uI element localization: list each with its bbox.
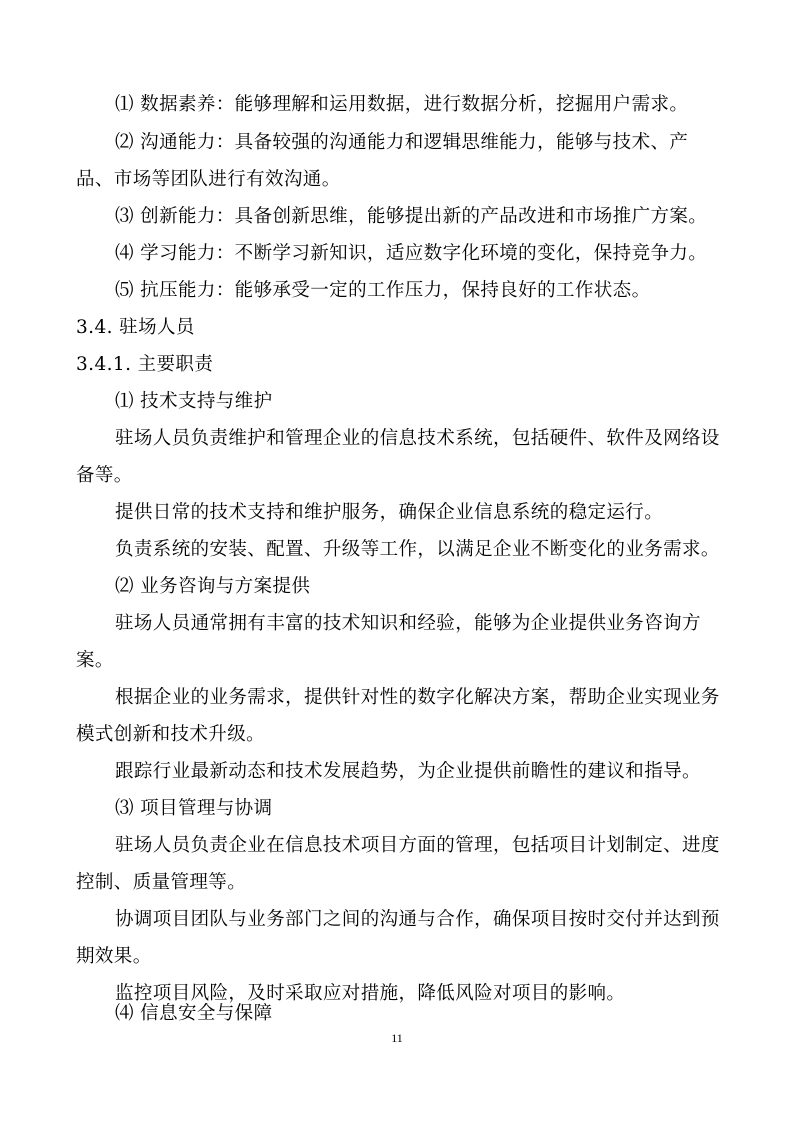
duty-3-paragraph-1-cont: 控制、质量管理等。 <box>76 872 247 893</box>
ability-communication-item: ⑵ 沟通能力：具备较强的沟通能力和逻辑思维能力，能够与技术、产 <box>115 132 689 153</box>
duty-2-paragraph-2: 根据企业的业务需求，提供针对性的数字化解决方案，帮助企业实现业务 <box>115 687 720 708</box>
ability-learning-item: ⑷ 学习能力：不断学习新知识，适应数字化环境的变化，保持竞争力。 <box>115 243 708 264</box>
duty-3-paragraph-3: 监控项目风险，及时采取应对措施，降低风险对项目的影响。 <box>115 983 626 1004</box>
duty-2-paragraph-2-cont: 模式创新和技术升级。 <box>76 724 266 745</box>
section-heading-3-4: 3.4. 驻场人员 <box>76 317 195 338</box>
ability-communication-cont: 品、市场等团队进行有效沟通。 <box>76 169 341 190</box>
duty-3-title: ⑶ 项目管理与协调 <box>115 798 273 819</box>
duty-1-paragraph-1: 驻场人员负责维护和管理企业的信息技术系统，包括硬件、软件及网络设 <box>115 428 720 449</box>
duty-1-paragraph-3: 负责系统的安装、配置、升级等工作，以满足企业不断变化的业务需求。 <box>115 539 720 560</box>
duty-3-paragraph-2-cont: 期效果。 <box>76 946 152 967</box>
duty-3-paragraph-1: 驻场人员负责企业在信息技术项目方面的管理，包括项目计划制定、进度 <box>115 835 720 856</box>
duty-3-paragraph-2: 协调项目团队与业务部门之间的沟通与合作，确保项目按时交付并达到预 <box>115 909 720 930</box>
subsection-heading-3-4-1: 3.4.1. 主要职责 <box>76 354 214 375</box>
duty-4-title: ⑷ 信息安全与保障 <box>115 1003 273 1024</box>
ability-data-item: ⑴ 数据素养：能够理解和运用数据，进行数据分析，挖掘用户需求。 <box>115 94 689 115</box>
duty-1-paragraph-2: 提供日常的技术支持和维护服务，确保企业信息系统的稳定运行。 <box>115 502 664 523</box>
duty-2-paragraph-3: 跟踪行业最新动态和技术发展趋势，为企业提供前瞻性的建议和指导。 <box>115 761 701 782</box>
page-number: 11 <box>391 1031 403 1045</box>
ability-pressure-item: ⑸ 抗压能力：能够承受一定的工作压力，保持良好的工作状态。 <box>115 280 651 301</box>
ability-innovation-item: ⑶ 创新能力：具备创新思维，能够提出新的产品改进和市场推广方案。 <box>115 206 708 227</box>
duty-1-title: ⑴ 技术支持与维护 <box>115 391 273 412</box>
duty-1-paragraph-1-cont: 备等。 <box>76 465 133 486</box>
duty-2-paragraph-1: 驻场人员通常拥有丰富的技术知识和经验，能够为企业提供业务咨询方 <box>115 613 701 634</box>
duty-2-title: ⑵ 业务咨询与方案提供 <box>115 576 311 597</box>
duty-2-paragraph-1-cont: 案。 <box>76 650 114 671</box>
